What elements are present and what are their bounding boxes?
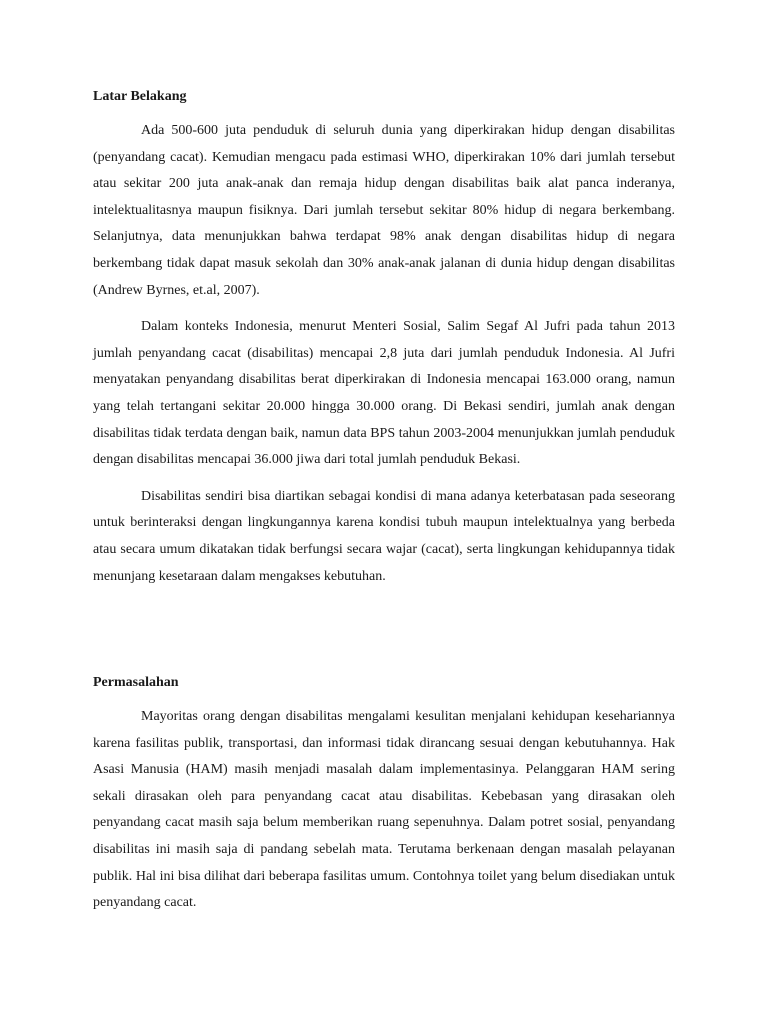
section-spacer xyxy=(93,600,675,670)
paragraph: Mayoritas orang dengan disabilitas mengalami kesulitan menjalani kehidupan kesehariannya karena fasilitas publik, transportasi, dan informasi tidak dirancang sesuai dengan kebutuhannya. Hak Asasi Manusia (HAM) masih menjadi masalah dalam implementasinya. Pelanggaran HAM sering sekali dirasakan oleh para penyandang cacat atau disabilitas. Kebebasan yang dirasakan oleh penyandang cacat masih saja belum memberikan ruang sepenuhnya. Dalam potret sosial, penyandang disabilitas ini masih saja di pandang sebelah mata. Terutama berkenaan dengan masalah pelayanan publik. Hal ini bisa dilihat dari beberapa fasilitas umum. Contohnya toilet yang belum disediakan untuk penyandang cacat. xyxy=(93,709,675,911)
paragraph: Ada 500-600 juta penduduk di seluruh dunia yang diperkirakan hidup dengan disabilitas (penyandang cacat). Kemudian mengacu pada estimasi WHO, diperkirakan 10% dari jumlah tersebut atau sekitar 200 juta anak-anak dan remaja hidup dengan disabilitas baik alat panca inderanya, intelektualitasnya maupun fisiknya. Dari jumlah tersebut sekitar 80% hidup di negara berkembang. Selanjutnya, data menunjukkan bahwa terdapat 98% anak dengan disabilitas hidup di negara berkembang tidak dapat masuk sekolah dan 30% anak-anak jalanan di dunia hidup dengan disabilitas (Andrew Byrnes, et.al, 2007). xyxy=(93,123,675,298)
section-heading-latar-belakang: Latar Belakang xyxy=(93,89,187,104)
paragraph: Dalam konteks Indonesia, menurut Menteri Sosial, Salim Segaf Al Jufri pada tahun 2013 jumlah penyandang cacat (disabilitas) mencapai 2,8 juta dari jumlah penduduk Indonesia. Al Jufri menyatakan penyandang disabilitas berat diperkirakan di Indonesia mencapai 163.000 orang, namun yang telah tertangani sekitar 20.000 hingga 30.000 orang. Di Bekasi sendiri, jumlah anak dengan disabilitas tidak terdata dengan baik, namun data BPS tahun 2003-2004 menunjukkan jumlah penduduk dengan disabilitas mencapai 36.000 jiwa dari total jumlah penduduk Bekasi. xyxy=(93,319,675,468)
section-heading-permasalahan: Permasalahan xyxy=(93,675,179,691)
paragraph: Disabilitas sendiri bisa diartikan sebagai kondisi di mana adanya keterbatasan pada seseorang untuk berinteraksi dengan lingkungannya karena kondisi tubuh maupun intelektualnya yang berbeda atau secara umum dikatakan tidak berfungsi secara wajar (cacat), serta lingkungan kehidupannya tidak menunjang kesetaraan dalam mengakses kebutuhan. xyxy=(93,488,675,584)
document-page xyxy=(93,84,675,927)
